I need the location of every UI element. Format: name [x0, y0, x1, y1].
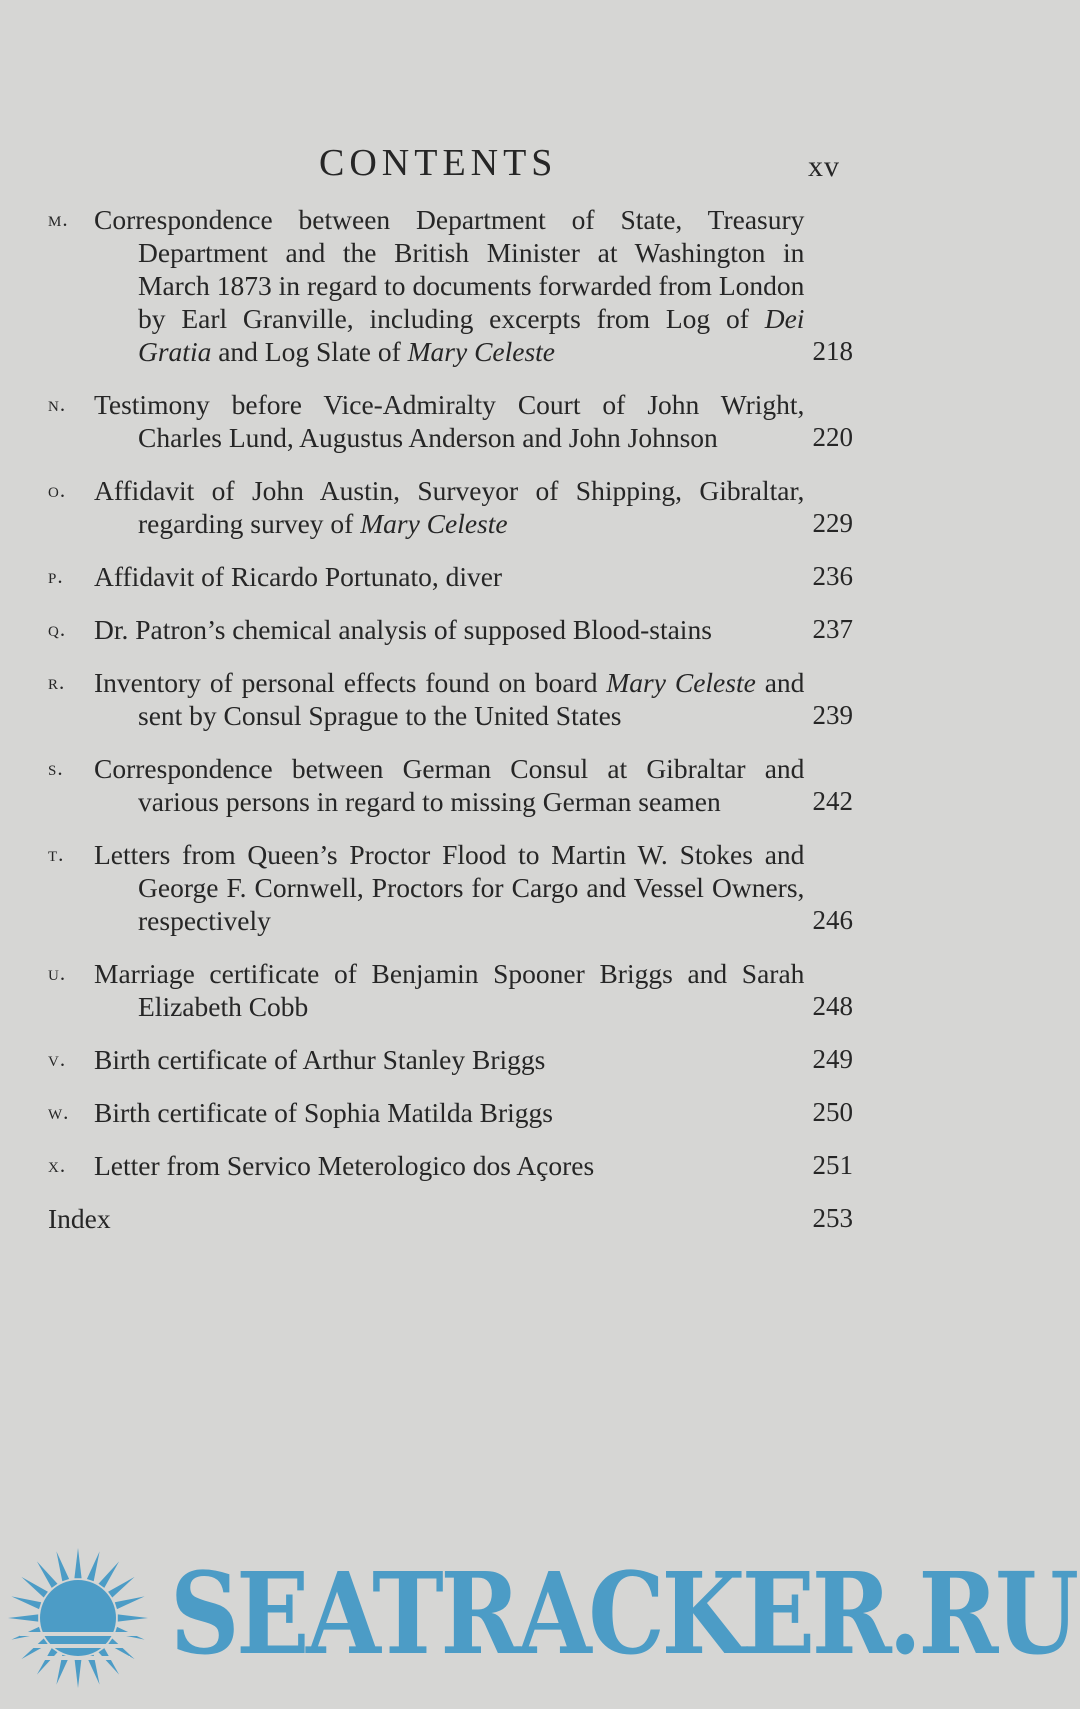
index-label: Index [48, 1203, 111, 1234]
entry-letter: x. [48, 1153, 67, 1177]
page-title: CONTENTS [319, 142, 558, 184]
entry-page-number: 236 [812, 561, 853, 591]
title-segment: and Log Slate of [211, 336, 408, 367]
entry-page-number: 251 [812, 1150, 853, 1180]
italic-title-segment: Mary Celeste [407, 336, 556, 367]
index-page-number: 253 [812, 1203, 853, 1233]
title-segment: Affidavit of Ricardo Portunato, diver [94, 561, 503, 592]
entry-title [94, 957, 804, 1023]
sun-ray [87, 1551, 100, 1581]
entry-letter: v. [48, 1047, 67, 1071]
entry-title [94, 666, 804, 732]
title-segment: Correspondence between German Consul at Gibraltar and various persons in regard to missing German seamen [94, 753, 805, 817]
entry-page-number: 237 [812, 614, 853, 644]
entry-page-number: 249 [812, 1044, 853, 1074]
toc-entry [48, 388, 853, 454]
entry-letter: r. [48, 670, 66, 694]
watermark [0, 1548, 1080, 1688]
sun-ray [8, 1614, 38, 1621]
sun-ray [37, 1561, 58, 1588]
entry-letter: s. [48, 756, 64, 780]
title-segment: Birth certificate of Arthur Stanley Briggs [94, 1044, 546, 1075]
sun-ray [11, 1596, 41, 1609]
entry-title [94, 838, 804, 937]
entry-title [94, 613, 804, 646]
title-segment: Marriage certificate of Benjamin Spooner Briggs and Sarah Elizabeth Cobb [94, 958, 805, 1022]
entry-title [94, 388, 804, 454]
entry-page-number: 220 [812, 422, 853, 452]
sun-ray [37, 1648, 58, 1675]
entry-title [94, 560, 804, 593]
sun-icon [0, 1548, 160, 1688]
entry-title [94, 203, 804, 368]
entry-letter: n. [48, 392, 67, 416]
italic-title-segment: Mary Celeste [360, 508, 508, 539]
page-header [0, 138, 1080, 188]
toc-entry [48, 560, 853, 593]
entry-page-number: 248 [812, 991, 853, 1021]
toc-entry [48, 613, 853, 646]
entry-letter: t. [48, 842, 65, 866]
entry-title [94, 1096, 804, 1129]
entry-letter: u. [48, 961, 67, 985]
sun-ray [99, 1648, 120, 1675]
toc-index-entry [48, 1202, 853, 1235]
entry-letter: q. [48, 617, 67, 641]
sun-ray [108, 1577, 135, 1598]
header-page-number: xv [808, 150, 840, 183]
toc-entry [48, 752, 853, 818]
entry-page-number: 246 [812, 905, 853, 935]
entry-letter: p. [48, 564, 64, 588]
entry-letter: o. [48, 478, 67, 502]
sun-ray [115, 1596, 145, 1609]
toc-entry [48, 957, 853, 1023]
title-segment: Dr. Patron’s chemical analysis of supposed Blood-stains [94, 614, 712, 645]
sun-ray [99, 1561, 120, 1588]
toc-entry [48, 203, 853, 368]
table-of-contents [48, 203, 853, 1255]
sun-ray [56, 1551, 69, 1581]
sun-ray [74, 1548, 81, 1578]
entry-page-number: 242 [812, 786, 853, 816]
entry-title [94, 1149, 804, 1182]
entry-page-number: 250 [812, 1097, 853, 1127]
toc-entry [48, 666, 853, 732]
watermark-text: SEATRACKER.RU [170, 1549, 1076, 1680]
italic-title-segment: Dei Gratia [138, 303, 805, 367]
entry-title [94, 752, 804, 818]
toc-entry [48, 838, 853, 937]
sun-ray [74, 1658, 81, 1688]
italic-title-segment: Mary Celeste [606, 667, 756, 698]
entry-letter: w. [48, 1100, 70, 1124]
entry-page-number: 218 [812, 336, 853, 366]
toc-entry [48, 1096, 853, 1129]
title-segment: Correspondence between Department of State, Treasury Department and the British Minister at Washington in March 1873 in regard to documents forwarded from London by Earl Granville, including excerpts from Log of [94, 204, 805, 334]
entry-title [94, 1043, 804, 1076]
title-segment: Inventory of personal effects found on board [94, 667, 607, 698]
entry-letter: m. [48, 207, 69, 231]
sun-ray [21, 1577, 48, 1598]
title-segment: Testimony before Vice-Admiralty Court of John Wright, Charles Lund, Augustus Anderson and John Johnson [94, 389, 805, 453]
toc-entry [48, 474, 853, 540]
title-segment: Birth certificate of Sophia Matilda Briggs [94, 1097, 553, 1128]
title-segment: Letters from Queen’s Proctor Flood to Martin W. Stokes and George F. Cornwell, Proctors for Cargo and Vessel Owners, respectively [94, 839, 805, 936]
title-segment: Letter from Servico Meterologico dos Açores [94, 1150, 595, 1181]
entry-title [94, 474, 804, 540]
title-segment: Affidavit of John Austin, Surveyor of Shipping, Gibraltar, regarding survey of [94, 475, 805, 539]
title-segment: and sent by Consul Sprague to the United States [138, 667, 805, 731]
entry-page-number: 239 [812, 700, 853, 730]
toc-entry [48, 1043, 853, 1076]
sun-ray [118, 1614, 148, 1621]
entry-page-number: 229 [812, 508, 853, 538]
toc-entry [48, 1149, 853, 1182]
